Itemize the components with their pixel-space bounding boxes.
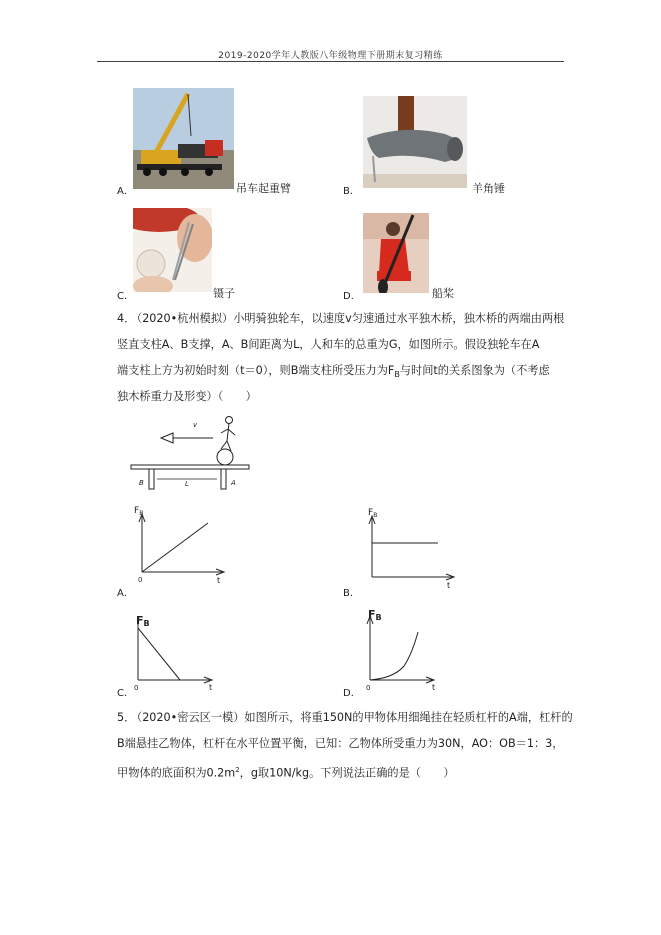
option-d-caption: 船桨 <box>432 287 454 300</box>
unicyclist <box>217 417 235 466</box>
graph-d-curve <box>370 632 418 680</box>
graph-d-letter: D． <box>343 688 361 699</box>
header-divider <box>97 61 564 62</box>
option-c-letter: C． <box>117 291 134 302</box>
q4-line-2: 竖直支柱A、B支撑，A、B间距离为L，人和车的总重为G，如图所示。假设独轮车在A <box>117 338 540 351</box>
graph-a-origin: 0 <box>138 576 143 584</box>
graph-d-origin: 0 <box>366 684 371 692</box>
q5-number: 5． <box>117 711 136 724</box>
q5-line-3-text: 甲物体的底面积为0.2m <box>117 766 236 780</box>
graph-c <box>126 608 226 694</box>
bridge-plank <box>131 465 249 469</box>
graph-b-xlabel: t <box>447 581 451 590</box>
crane-truck-photo <box>133 88 234 189</box>
option-a-letter: A． <box>117 186 134 197</box>
graph-c-ylabel: FB <box>136 614 150 628</box>
q5-line-3-tail: ，g取10N/kg。下列说法正确的是（ ） <box>239 766 455 780</box>
graph-c-letter: C． <box>117 688 134 699</box>
q4-line-3-tail: 与时间t的关系图象为（不考虑 <box>399 364 550 377</box>
graph-c-xlabel: t <box>209 683 213 692</box>
q5-line-3 <box>117 757 455 787</box>
q4-line-3-text: 端支柱上方为初始时刻（t＝0），则B端支柱所受压力为F <box>117 364 395 377</box>
graph-a-letter: A． <box>117 588 134 599</box>
graph-b-x-axis <box>372 574 454 580</box>
label-l: L <box>185 480 189 488</box>
label-b: B <box>139 479 144 487</box>
tweezers-photo <box>133 208 212 292</box>
graph-b-letter: B． <box>343 588 360 599</box>
graph-a-ylabel: $F_B$ <box>134 506 144 517</box>
q5-line-1: （2020•密云区一模）如图所示，将重150N的甲物体用细绳挂在轻质杠杆的A端，杠杆的 <box>131 711 573 724</box>
velocity-label: v <box>193 421 198 429</box>
page-header: 2019-2020学年人教版八年级物理下册期末复习精练 <box>218 51 443 61</box>
option-b-letter: B． <box>343 186 360 197</box>
paddler-photo <box>363 213 429 293</box>
graph-d-y-axis <box>367 616 373 680</box>
graph-d-ylabel: FB <box>368 608 382 622</box>
q4-line-1: （2020•杭州模拟）小明骑独轮车，以速度v匀速通过水平独木桥，独木桥的两端由两根 <box>131 312 565 325</box>
velocity-arrow <box>161 433 213 443</box>
graph-b-ylabel: $F_B$ <box>368 508 378 519</box>
claw-hammer-photo <box>363 96 467 188</box>
q5-line-2: B端悬挂乙物体，杠杆在水平位置平衡，已知：乙物体所受重力为30N，AO：OB＝1：3， <box>117 737 564 750</box>
pillar-b <box>149 469 154 489</box>
option-c-caption: 镊子 <box>213 287 235 300</box>
graph-a-y-axis <box>139 514 145 572</box>
graph-a-xlabel: t <box>217 576 221 585</box>
graph-d-x-axis <box>370 677 434 683</box>
option-b-caption: 羊角锤 <box>472 182 505 195</box>
option-a-caption: 吊车起重臂 <box>236 182 291 195</box>
graph-a-x-axis <box>142 569 224 575</box>
graph-b <box>358 504 458 590</box>
graph-b-y-axis <box>369 516 375 577</box>
q5-area-superscript: 2 <box>235 766 240 774</box>
label-a: A <box>231 479 236 487</box>
graph-c-x-axis <box>138 677 212 683</box>
pillar-a <box>221 469 226 489</box>
graph-c-curve <box>138 628 180 680</box>
graph-d <box>358 604 458 692</box>
graph-a <box>128 502 228 588</box>
q4-number: 4． <box>117 312 136 325</box>
q4-force-subscript: B <box>394 370 400 380</box>
unicycle-bridge-figure <box>125 413 255 493</box>
graph-a-curve <box>142 523 208 572</box>
option-d-letter: D． <box>343 291 361 302</box>
graph-c-origin: 0 <box>134 684 139 692</box>
graph-d-xlabel: t <box>432 683 436 692</box>
q4-line-4: 独木桥重力及形变）（ ） <box>117 390 257 403</box>
